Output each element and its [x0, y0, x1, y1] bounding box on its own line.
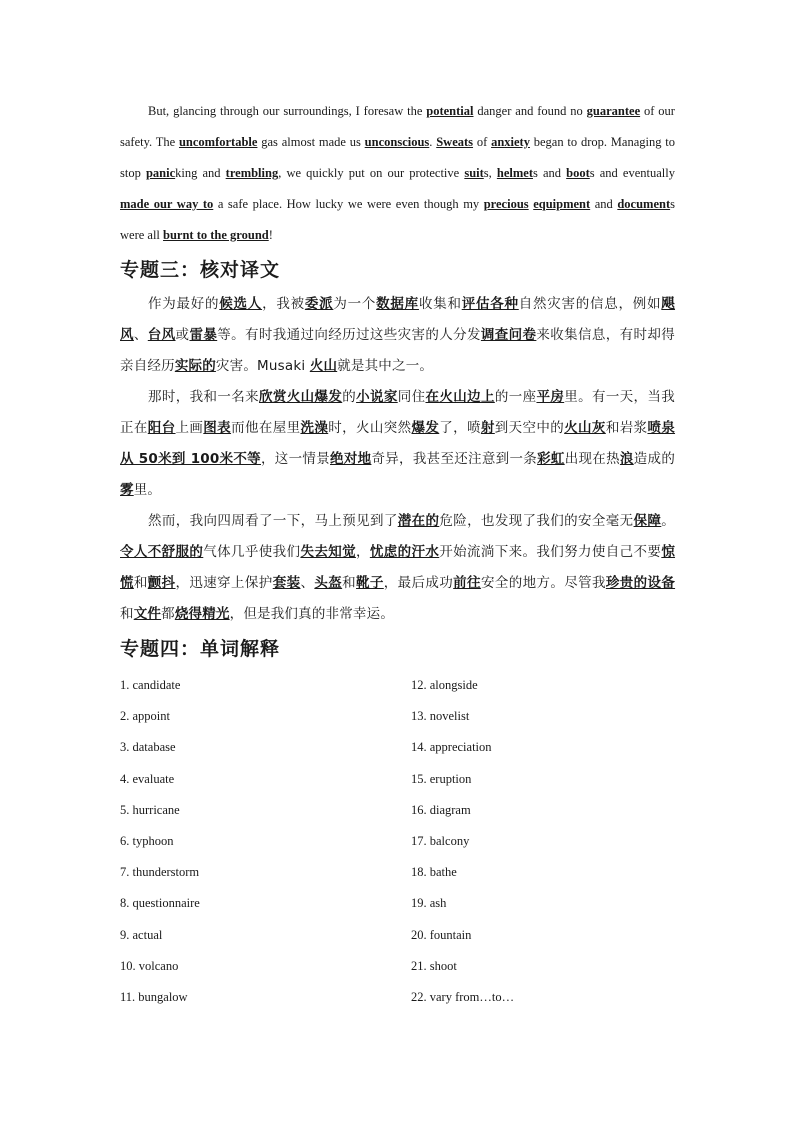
- keyword: 颤抖: [147, 575, 176, 591]
- keyword: helmet: [496, 166, 533, 180]
- vocabulary-item: 10. volcano: [120, 958, 179, 973]
- text-run: of: [473, 135, 492, 149]
- keyword: 洗澡: [300, 420, 329, 436]
- text-run: of our safety. The: [120, 104, 675, 149]
- text-run: 自然灾害的信息，例如: [518, 296, 662, 312]
- keyword: 平房: [536, 389, 565, 405]
- text-run: 为一个: [333, 296, 377, 312]
- text-run: 灾害。Musaki: [215, 358, 310, 374]
- text-run: 都: [161, 606, 175, 622]
- text-run: 然而，我向四周看了一下，马上预见到了: [148, 513, 398, 529]
- keyword: guarantee: [586, 104, 641, 118]
- text-run: 开始流淌下来。我们努力使自己不要: [439, 544, 662, 560]
- vocabulary-item: 16. diagram: [411, 802, 471, 817]
- keyword: 失去知觉: [300, 544, 356, 560]
- text-run: 和岩浆: [605, 420, 648, 436]
- vocabulary-item: 6. typhoon: [120, 833, 174, 848]
- text-run: ，这一情景: [261, 451, 331, 467]
- vocabulary-item: 11. bungalow: [120, 989, 188, 1004]
- text-run: danger and found no: [473, 104, 587, 118]
- keyword: 雾: [120, 482, 134, 498]
- keyword: 爆发: [411, 420, 440, 436]
- keyword: 数据库: [376, 296, 419, 312]
- section-3-title: 专题三：核对译文: [120, 259, 281, 281]
- chinese-paragraph-2: [120, 382, 675, 506]
- text-run: s were all: [120, 197, 675, 242]
- text-run: a safe place. How lucky we were even though my: [213, 197, 484, 211]
- text-run: ，但是我们真的非常幸运。: [229, 606, 395, 622]
- vocabulary-list: [120, 670, 675, 1013]
- keyword: 在火山边上: [425, 389, 495, 405]
- keyword: 阳台: [147, 420, 176, 436]
- keyword: document: [617, 197, 671, 211]
- keyword: 珍贵的: [605, 575, 648, 591]
- keyword: 评估各种: [461, 296, 519, 312]
- keyword: panic: [145, 166, 176, 180]
- keyword: 实际的: [174, 358, 216, 374]
- text-run: gas almost made us: [257, 135, 365, 149]
- keyword: boot: [566, 166, 590, 180]
- text-run: ，我被: [262, 296, 305, 312]
- vocabulary-item: 14. appreciation: [411, 740, 492, 755]
- text-run: 、: [300, 575, 315, 591]
- keyword: 头盔: [314, 575, 343, 591]
- text-run: ，最后成功: [383, 575, 454, 591]
- text-run: 同住: [397, 389, 426, 405]
- text-run: 危险，也发现了我们的安全毫无: [439, 513, 634, 529]
- text-run: began to drop. Managing to stop: [120, 135, 675, 180]
- text-run: 收集和: [418, 296, 462, 312]
- vocabulary-item: 13. novelist: [411, 709, 470, 724]
- keyword: 小说家: [356, 389, 398, 405]
- text-run: s and: [533, 166, 567, 180]
- keyword: suit: [464, 166, 484, 180]
- text-run: 就是其中之一。: [337, 358, 434, 374]
- keyword: trembling: [225, 166, 279, 180]
- text-run: 上画: [175, 420, 204, 436]
- keyword: 靴子: [356, 575, 384, 591]
- text-run: 或: [175, 327, 190, 343]
- text-run: 作为最好的: [148, 296, 220, 312]
- text-run: 来收集信息，有时却得亲自经历: [120, 327, 676, 374]
- text-run: 里。: [133, 482, 162, 498]
- keyword: Sweats: [436, 135, 474, 149]
- text-run: 、: [133, 327, 148, 343]
- keyword: 前往: [453, 575, 481, 591]
- keyword: 图表: [203, 420, 232, 436]
- keyword: 调查问卷: [480, 327, 537, 343]
- text-run: 。: [661, 513, 675, 529]
- keyword: potential: [426, 104, 474, 118]
- text-run: 造成的: [633, 451, 676, 467]
- keyword: 浪: [619, 451, 634, 467]
- vocabulary-item: 1. candidate: [120, 678, 181, 692]
- text-run: king and: [175, 166, 226, 180]
- keyword: 绝对地: [330, 451, 372, 467]
- text-run: and: [590, 197, 618, 211]
- keyword: 火山灰: [564, 420, 606, 436]
- keyword: 委派: [304, 296, 334, 312]
- keyword: uncomfortable: [178, 135, 258, 149]
- text-run: 奇异，我甚至还注意到一条: [371, 451, 538, 467]
- keyword: 套装: [272, 575, 301, 591]
- keyword: 令人不舒服的: [120, 544, 204, 560]
- text-run: 时，火山突然: [328, 420, 412, 436]
- keyword: 雷暴: [189, 327, 218, 343]
- vocabulary-item: 17. balcony: [411, 833, 470, 848]
- keyword: 候选人: [219, 296, 263, 312]
- text-run: But, glancing through our surroundings, I foresaw the: [148, 104, 427, 118]
- keyword: 文件: [133, 606, 162, 622]
- vocabulary-item: 19. ash: [411, 896, 447, 911]
- keyword: unconscious: [364, 135, 430, 149]
- text-run: s and eventually: [589, 166, 675, 180]
- section-4-title: 专题四：单词解释: [120, 638, 281, 660]
- vocabulary-item: 15. eruption: [411, 771, 472, 786]
- vocabulary-item: 20. fountain: [411, 927, 472, 942]
- keyword: burnt to the ground: [163, 228, 269, 242]
- vocabulary-item: 5. hurricane: [120, 802, 180, 817]
- keyword: 台风: [147, 327, 176, 343]
- keyword: 设备: [647, 575, 676, 591]
- text-run: 出现在热: [564, 451, 620, 467]
- text-run: s,: [483, 166, 497, 180]
- text-run: 到天空中的: [494, 420, 565, 436]
- text-run: ，迅速穿上保护: [175, 575, 273, 591]
- text-run: 里。有一天，当我正在: [120, 389, 676, 436]
- vocabulary-item: 18. bathe: [411, 865, 457, 880]
- english-passage: [120, 96, 675, 251]
- vocabulary-item: 3. database: [120, 740, 176, 755]
- text-run: 和: [120, 606, 134, 622]
- text-run: 的: [342, 389, 357, 405]
- text-run: , we quickly put on our protective: [278, 166, 465, 180]
- text-run: 气体几乎使我们: [203, 544, 301, 560]
- text-run: .: [429, 135, 437, 149]
- keyword: precious: [483, 197, 529, 211]
- text-run: 而他在屋里: [231, 420, 301, 436]
- keyword: 保障: [633, 513, 662, 529]
- vocabulary-item: 21. shoot: [411, 958, 457, 973]
- vocabulary-item: 2. appoint: [120, 709, 170, 724]
- keyword: 火山: [309, 358, 338, 374]
- chinese-paragraph-1: [120, 289, 675, 382]
- keyword: 忧虑的汗水: [369, 544, 440, 560]
- vocabulary-item: 12. alongside: [411, 678, 478, 692]
- text-run: 等。有时我通过向经历过这些灾害的人分发: [217, 327, 481, 343]
- keyword: 喷泉从 50米到 100米不等: [120, 420, 676, 467]
- chinese-paragraph-3: [120, 506, 675, 630]
- vocabulary-item: 4. evaluate: [120, 771, 175, 786]
- keyword: 飓风: [120, 296, 676, 343]
- text-run: ，: [355, 544, 370, 560]
- keyword: equipment: [533, 197, 591, 211]
- keyword: 射: [480, 420, 495, 436]
- keyword: 潜在的: [397, 513, 440, 529]
- vocabulary-item: 9. actual: [120, 927, 163, 942]
- keyword: 烧得精光: [174, 606, 230, 622]
- document-page: [120, 96, 675, 1013]
- keyword: 彩虹: [537, 451, 565, 467]
- keyword: anxiety: [491, 135, 530, 149]
- vocabulary-item: 8. questionnaire: [120, 896, 200, 911]
- keyword: made our way to: [120, 197, 214, 211]
- keyword: 欣赏火山爆发: [258, 389, 343, 405]
- text-run: 了，喷: [439, 420, 481, 436]
- vocabulary-item: 7. thunderstorm: [120, 865, 200, 880]
- text-run: 的一座: [494, 389, 537, 405]
- keyword: 惊慌: [120, 544, 676, 591]
- text-run: 安全的地方。尽管我: [480, 575, 606, 591]
- text-run: 和: [342, 575, 357, 591]
- vocabulary-column-left: [120, 670, 411, 1013]
- vocabulary-item: 22. vary from…to…: [411, 989, 515, 1004]
- text-run: !: [268, 228, 273, 242]
- vocabulary-column-right: [411, 670, 675, 1013]
- text-run: 和: [133, 575, 148, 591]
- text-run: 那时，我和一名来: [148, 389, 259, 405]
